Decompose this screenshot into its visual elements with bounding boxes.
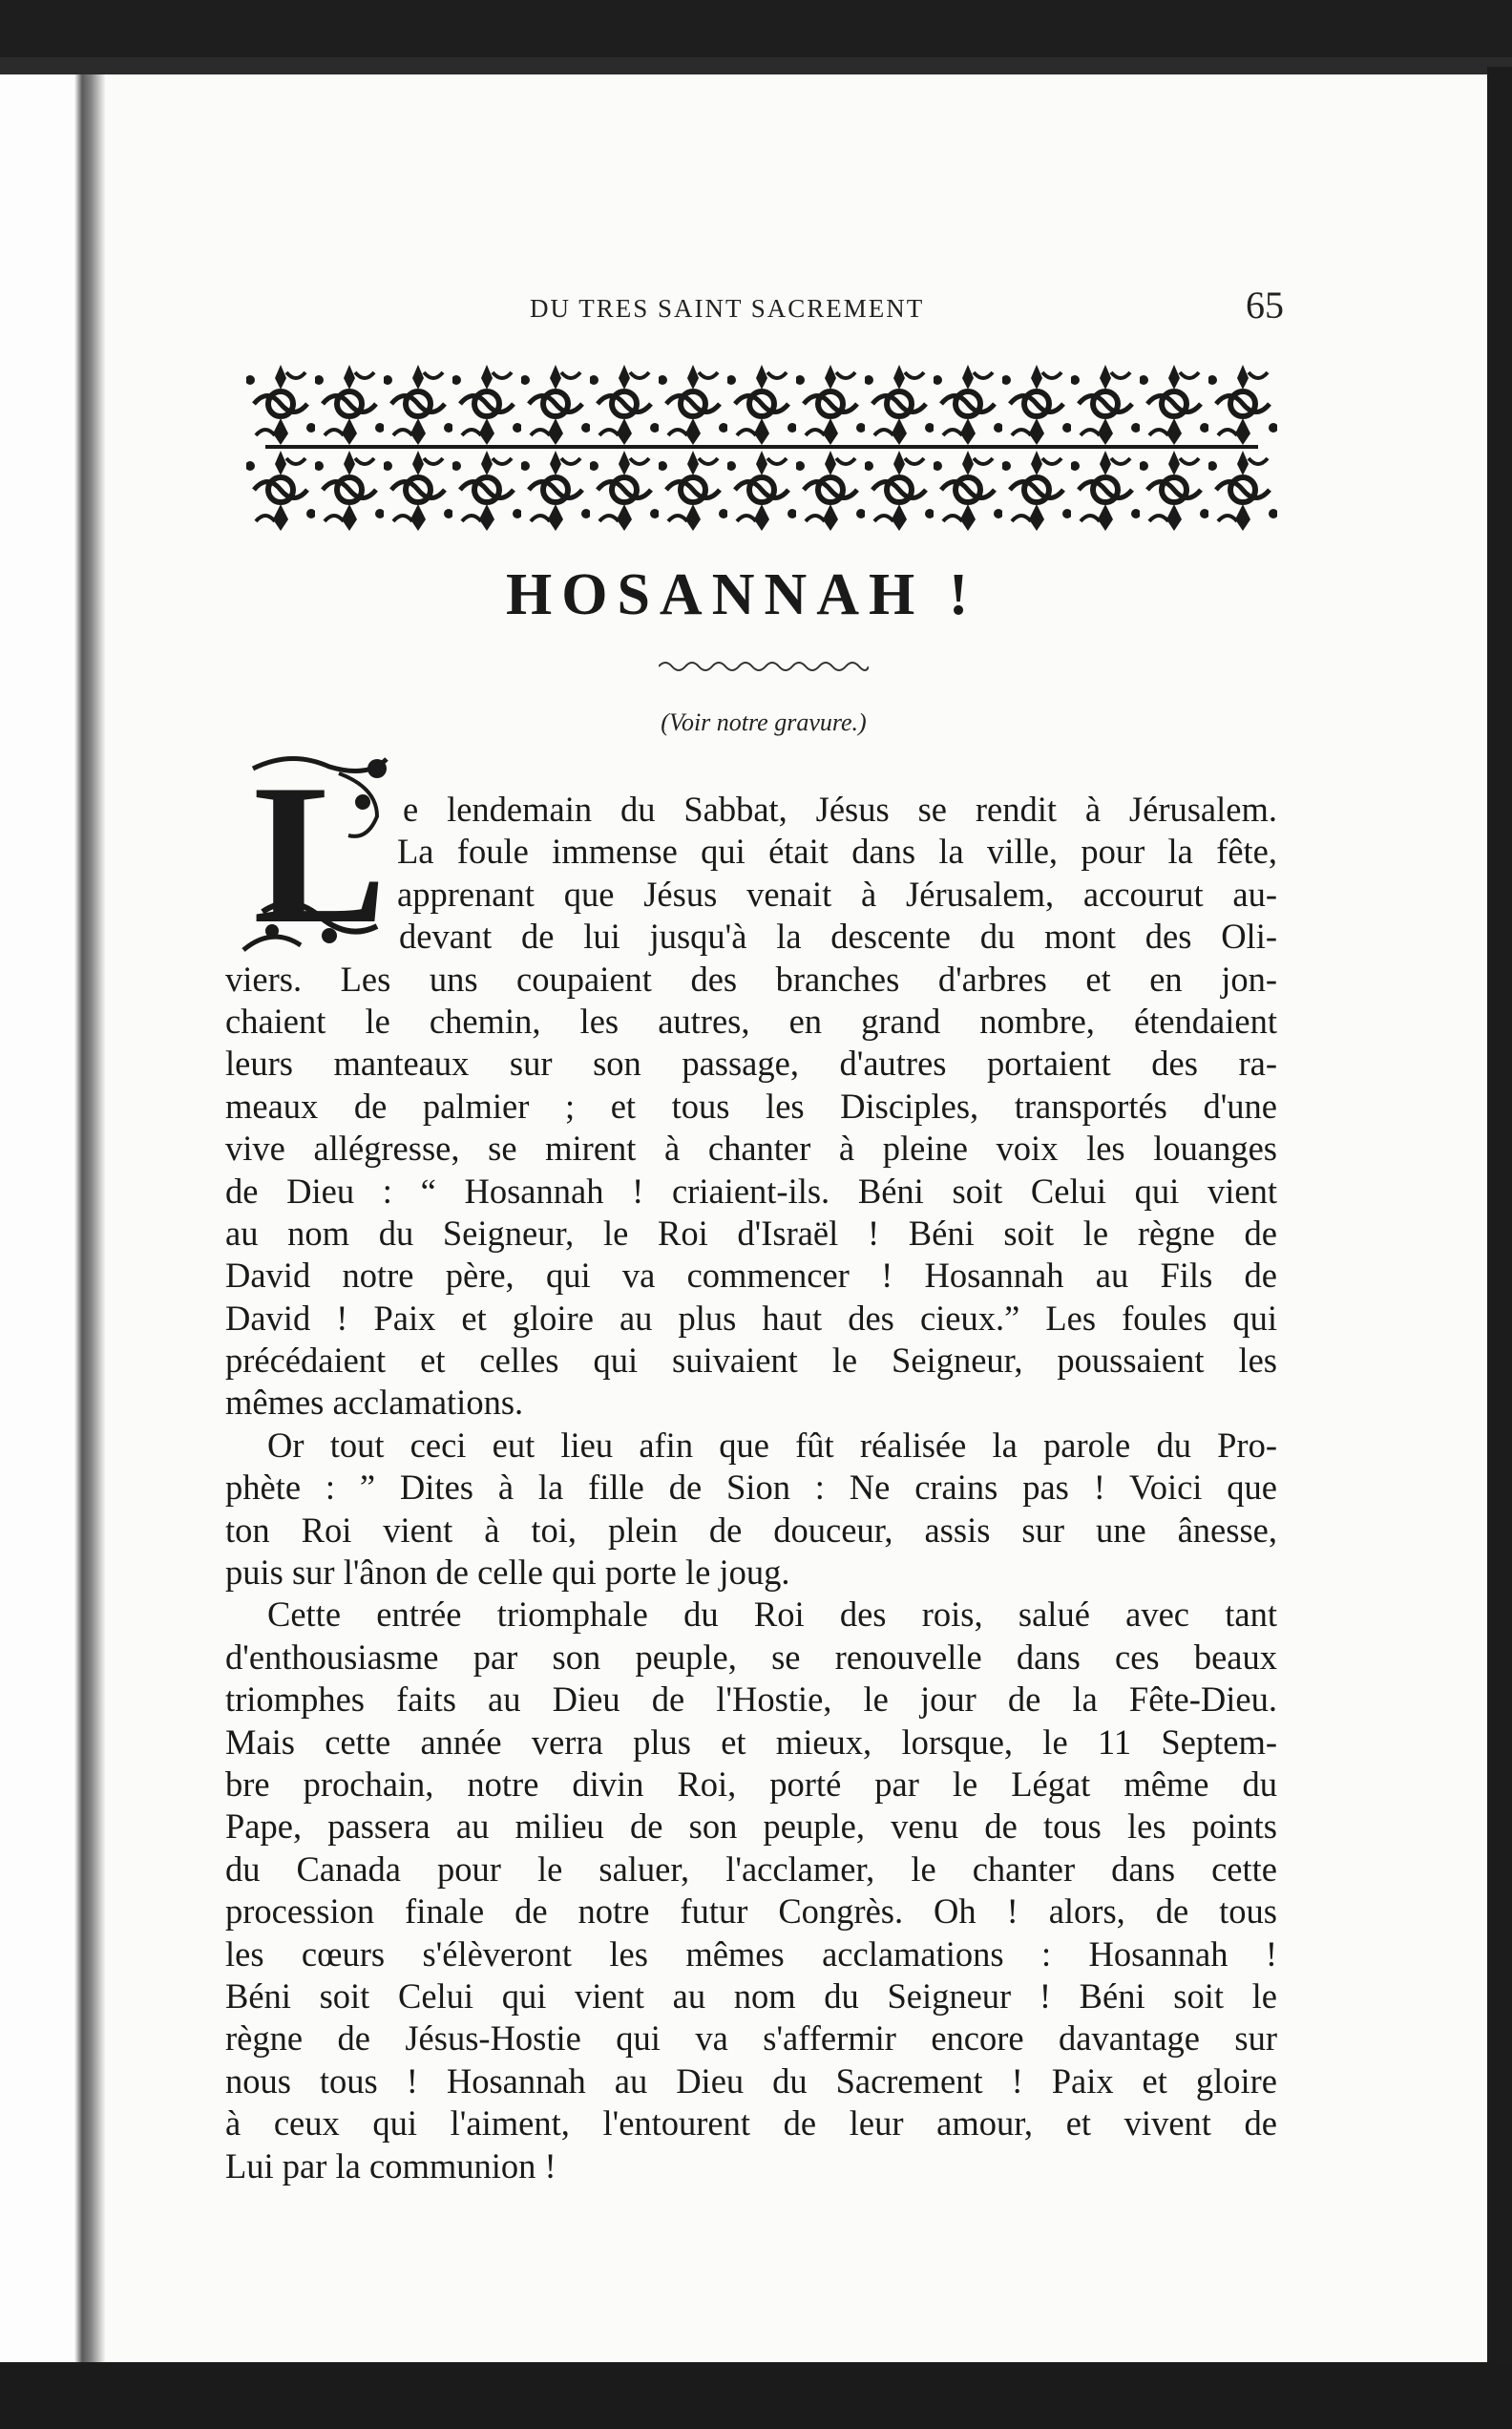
text-line: du Canada pour le saluer, l'acclamer, le chanter dans cette: [225, 1848, 1277, 1889]
text-line: chaient le chemin, les autres, en grand nombre, étendaient: [225, 1001, 1277, 1041]
text-line: David notre père, qui va commencer ! Hosannah au Fils de: [225, 1256, 1277, 1296]
text-line: à ceux qui l'aiment, l'entourent de leur amour, et vivent de: [225, 2103, 1277, 2144]
running-head: DU TRES SAINT SACREMENT: [530, 294, 925, 323]
text-line: vive allégresse, se mirent à chanter à pleine voix les louanges: [225, 1129, 1277, 1169]
scan-right-border: [1487, 67, 1512, 2368]
text-line: e lendemain du Sabbat, Jésus se rendit à Jérusalem.: [403, 790, 1277, 829]
wavy-divider: [659, 657, 869, 676]
text-line: Mais cette année verra plus et mieux, lorsque, le 11 Septem-: [225, 1721, 1277, 1762]
text-line: ton Roi vient à toi, plein de douceur, assis sur une ânesse,: [225, 1510, 1277, 1550]
page-number: 65: [1246, 284, 1284, 327]
text-line: d'enthousiasme par son peuple, se renouvelle dans ces beaux: [225, 1637, 1277, 1677]
text-line: Cette entrée triomphale du Roi des rois, salué avec tant: [267, 1595, 1277, 1635]
text-line: Lui par la communion !: [225, 2145, 556, 2186]
text-line: les cœurs s'élèveront les mêmes acclamations : Hosannah !: [225, 1933, 1277, 1974]
ornamental-headpiece: [246, 361, 1277, 533]
text-line: mêmes acclamations.: [225, 1383, 524, 1423]
text-line: leurs manteaux sur son passage, d'autres portaient des ra-: [225, 1044, 1277, 1084]
text-line: devant de lui jusqu'à la descente du mont des Oli-: [399, 917, 1277, 957]
text-line: Béni soit Celui qui vient au nom du Seigneur ! Béni soit le: [225, 1975, 1277, 2016]
paragraph-1: [225, 789, 1277, 1425]
dropcap-letter: L: [253, 744, 388, 965]
text-line: de Dieu : “ Hosannah ! criaient-ils. Béni soit Celui qui vient: [225, 1171, 1277, 1211]
text-line: phète : ” Dites à la fille de Sion : Ne crains pas ! Voici que: [225, 1468, 1277, 1508]
text-line: procession finale de notre futur Congrès. Oh ! alors, de tous: [225, 1891, 1277, 1932]
text-line: Or tout ceci eut lieu afin que fût réalisée la parole du Pro-: [267, 1425, 1277, 1465]
text-line: apprenant que Jésus venait à Jérusalem, accourut au-: [397, 874, 1277, 914]
page-gutter: [0, 74, 105, 2364]
text-line: bre prochain, notre divin Roi, porté par le Légat même du: [225, 1764, 1277, 1804]
body-text: [225, 789, 1277, 2187]
text-line: meaux de palmier ; et tous les Disciples, transportés d'une: [225, 1086, 1277, 1126]
text-line: règne de Jésus-Hostie qui va s'affermir encore davantage sur: [225, 2018, 1277, 2059]
text-line: Pape, passera au milieu de son peuple, venu de tous les points: [225, 1806, 1277, 1847]
text-line: précédaient et celles qui suivaient le Seigneur, poussaient les: [225, 1341, 1277, 1381]
text-line: triomphes faits au Dieu de l'Hostie, le jour de la Fête-Dieu.: [225, 1679, 1277, 1720]
text-line: puis sur l'ânon de celle qui porte le joug.: [225, 1552, 790, 1593]
text-line: viers. Les uns coupaient des branches d'arbres et en jon-: [225, 959, 1277, 999]
text-line: nous tous ! Hosannah au Dieu du Sacrement ! Paix et gloire: [225, 2060, 1277, 2101]
paragraph-2: [225, 1425, 1277, 1595]
text-line: au nom du Seigneur, le Roi d'Israël ! Béni soit le règne de: [225, 1213, 1277, 1253]
text-line: David ! Paix et gloire au plus haut des cieux.” Les foules qui: [225, 1298, 1277, 1338]
text-line: La foule immense qui était dans la ville, pour la fête,: [397, 832, 1277, 872]
paragraph-3: [225, 1594, 1277, 2186]
scan-top-border: [0, 0, 1512, 57]
scan-bottom-border: [0, 2362, 1512, 2429]
illustration-caption: (Voir notre gravure.): [661, 708, 867, 736]
page-title: HOSANNAH !: [506, 562, 978, 627]
